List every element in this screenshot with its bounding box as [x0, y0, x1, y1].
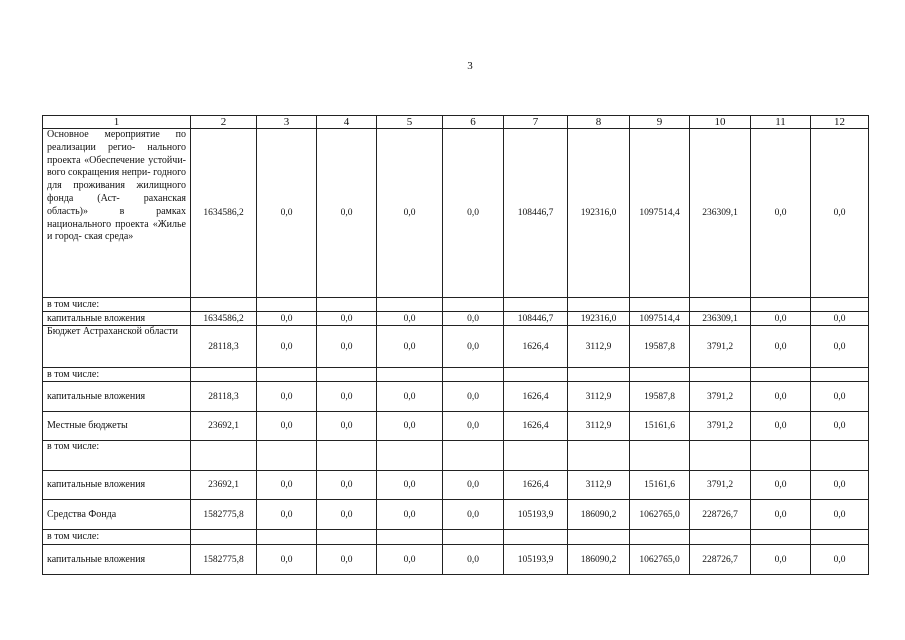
- table-cell: 0,0: [317, 500, 377, 530]
- table-cell: 28118,3: [191, 382, 257, 412]
- table-cell: [377, 298, 443, 312]
- row-label: капитальные вложения: [43, 382, 191, 412]
- table-cell: [257, 530, 317, 545]
- row-label: в том числе:: [43, 298, 191, 312]
- table-cell: 0,0: [257, 129, 317, 298]
- table-cell: 0,0: [377, 471, 443, 500]
- table-cell: 0,0: [377, 129, 443, 298]
- table-cell: 19587,8: [630, 382, 690, 412]
- table-cell: 1097514,4: [630, 129, 690, 298]
- table-cell: [690, 298, 751, 312]
- column-header: 8: [568, 116, 630, 129]
- table-cell: 1582775,8: [191, 545, 257, 575]
- table-cell: 1062765,0: [630, 500, 690, 530]
- table-cell: [751, 298, 811, 312]
- row-label: Основное мероприятие по реализации регио- нального проекта «Обеспечение устойчи- вого сокращения непри- годного для проживания жилищного фонда (Аст- раханская область)» в рамках национального проекта «Жилье и город- ская среда»: [43, 129, 191, 298]
- table-cell: [191, 368, 257, 382]
- table-row: [43, 298, 869, 312]
- table-cell: 19587,8: [630, 326, 690, 368]
- table-cell: [191, 441, 257, 471]
- column-header: 6: [443, 116, 504, 129]
- table-cell: 0,0: [811, 545, 869, 575]
- table-cell: [811, 530, 869, 545]
- table-cell: [690, 530, 751, 545]
- table-cell: 186090,2: [568, 500, 630, 530]
- table-cell: 0,0: [811, 129, 869, 298]
- table-row: [43, 312, 869, 326]
- table-cell: [317, 441, 377, 471]
- table-cell: [191, 298, 257, 312]
- table-cell: 3112,9: [568, 471, 630, 500]
- table-cell: 0,0: [377, 326, 443, 368]
- page-number: 3: [467, 60, 473, 72]
- table-cell: [690, 441, 751, 471]
- table-cell: [443, 298, 504, 312]
- table-cell: [443, 368, 504, 382]
- table-cell: 3791,2: [690, 471, 751, 500]
- table-cell: [317, 368, 377, 382]
- row-label: в том числе:: [43, 441, 191, 471]
- table-cell: 1626,4: [504, 326, 568, 368]
- table-cell: 0,0: [317, 545, 377, 575]
- table-cell: 1582775,8: [191, 500, 257, 530]
- table-cell: 192316,0: [568, 312, 630, 326]
- table-cell: 0,0: [443, 471, 504, 500]
- column-header: 5: [377, 116, 443, 129]
- table-cell: [811, 441, 869, 471]
- table-cell: [317, 530, 377, 545]
- table-cell: 0,0: [257, 382, 317, 412]
- table-cell: 0,0: [443, 412, 504, 441]
- table-row: [43, 441, 869, 471]
- table-cell: [377, 441, 443, 471]
- table-cell: 0,0: [317, 412, 377, 441]
- table-cell: 0,0: [317, 471, 377, 500]
- table-cell: 0,0: [811, 412, 869, 441]
- table-cell: [568, 441, 630, 471]
- table-cell: [317, 298, 377, 312]
- row-label: капитальные вложения: [43, 545, 191, 575]
- table-cell: 23692,1: [191, 412, 257, 441]
- table-cell: 108446,7: [504, 312, 568, 326]
- table-cell: [751, 368, 811, 382]
- table-cell: 0,0: [751, 412, 811, 441]
- table-cell: 0,0: [443, 312, 504, 326]
- column-header: 4: [317, 116, 377, 129]
- table-cell: 23692,1: [191, 471, 257, 500]
- table-cell: 0,0: [257, 500, 317, 530]
- table-cell: 0,0: [811, 312, 869, 326]
- table-row: [43, 326, 869, 368]
- table-row: [43, 382, 869, 412]
- table-cell: [504, 368, 568, 382]
- table-cell: 0,0: [257, 326, 317, 368]
- table-cell: 192316,0: [568, 129, 630, 298]
- table-cell: [257, 441, 317, 471]
- column-header: 12: [811, 116, 869, 129]
- table-cell: 0,0: [377, 412, 443, 441]
- table-cell: 0,0: [317, 382, 377, 412]
- table-cell: [568, 530, 630, 545]
- table-cell: [630, 298, 690, 312]
- funding-table: [42, 115, 869, 575]
- table-cell: 1097514,4: [630, 312, 690, 326]
- table-cell: [443, 530, 504, 545]
- table-cell: 1626,4: [504, 412, 568, 441]
- table-cell: [443, 441, 504, 471]
- table-cell: 0,0: [377, 382, 443, 412]
- table-cell: [811, 368, 869, 382]
- table-cell: [191, 530, 257, 545]
- table-cell: 0,0: [811, 500, 869, 530]
- header-row: [43, 116, 869, 129]
- column-header: 9: [630, 116, 690, 129]
- table-cell: 0,0: [751, 312, 811, 326]
- table-cell: 1634586,2: [191, 129, 257, 298]
- table-cell: 0,0: [317, 312, 377, 326]
- table-cell: 3791,2: [690, 412, 751, 441]
- table-cell: 0,0: [443, 129, 504, 298]
- table-cell: 0,0: [257, 312, 317, 326]
- table-row: [43, 471, 869, 500]
- table-cell: 0,0: [811, 471, 869, 500]
- table-row: [43, 530, 869, 545]
- table-cell: 0,0: [443, 382, 504, 412]
- table-cell: 0,0: [257, 412, 317, 441]
- table-cell: 0,0: [443, 500, 504, 530]
- table-cell: [504, 441, 568, 471]
- table-cell: 3112,9: [568, 382, 630, 412]
- table-row: [43, 412, 869, 441]
- table-cell: [630, 368, 690, 382]
- table-cell: 15161,6: [630, 471, 690, 500]
- table-cell: 236309,1: [690, 129, 751, 298]
- row-label: Местные бюджеты: [43, 412, 191, 441]
- table-cell: [257, 368, 317, 382]
- table-cell: 0,0: [751, 545, 811, 575]
- table-row: [43, 545, 869, 575]
- table-cell: 0,0: [751, 326, 811, 368]
- column-header: 10: [690, 116, 751, 129]
- table-cell: 0,0: [257, 545, 317, 575]
- table-cell: 0,0: [317, 326, 377, 368]
- table-cell: 1626,4: [504, 382, 568, 412]
- table-cell: 0,0: [443, 326, 504, 368]
- table-cell: [751, 530, 811, 545]
- table-cell: 105193,9: [504, 545, 568, 575]
- table-cell: 0,0: [377, 545, 443, 575]
- table-cell: 28118,3: [191, 326, 257, 368]
- table-cell: [630, 441, 690, 471]
- table-row: [43, 129, 869, 298]
- table-cell: 3791,2: [690, 326, 751, 368]
- table-row: [43, 368, 869, 382]
- table-cell: [568, 368, 630, 382]
- table-cell: 0,0: [443, 545, 504, 575]
- table-cell: 0,0: [377, 312, 443, 326]
- table-cell: 15161,6: [630, 412, 690, 441]
- row-label: капитальные вложения: [43, 471, 191, 500]
- table-cell: 1626,4: [504, 471, 568, 500]
- table-cell: 0,0: [377, 500, 443, 530]
- table-cell: 1062765,0: [630, 545, 690, 575]
- table-cell: 105193,9: [504, 500, 568, 530]
- table-cell: [377, 530, 443, 545]
- column-header: 3: [257, 116, 317, 129]
- table-cell: 228726,7: [690, 500, 751, 530]
- column-header: 11: [751, 116, 811, 129]
- table-cell: [630, 530, 690, 545]
- table-row: [43, 500, 869, 530]
- table-cell: [377, 368, 443, 382]
- table-cell: [690, 368, 751, 382]
- table-cell: [568, 298, 630, 312]
- column-header: 1: [43, 116, 191, 129]
- table-cell: 1634586,2: [191, 312, 257, 326]
- table-cell: 0,0: [811, 382, 869, 412]
- row-label: в том числе:: [43, 530, 191, 545]
- table-cell: [257, 298, 317, 312]
- table-cell: 0,0: [317, 129, 377, 298]
- table-cell: [811, 298, 869, 312]
- table-cell: 108446,7: [504, 129, 568, 298]
- table-cell: [504, 298, 568, 312]
- row-label: Бюджет Астраханской области: [43, 326, 191, 368]
- table-cell: 0,0: [751, 129, 811, 298]
- table-cell: 0,0: [751, 471, 811, 500]
- table-cell: [751, 441, 811, 471]
- table-cell: 186090,2: [568, 545, 630, 575]
- table-cell: 236309,1: [690, 312, 751, 326]
- row-label: капитальные вложения: [43, 312, 191, 326]
- row-label: Средства Фонда: [43, 500, 191, 530]
- table-cell: [504, 530, 568, 545]
- column-header: 2: [191, 116, 257, 129]
- column-header: 7: [504, 116, 568, 129]
- row-label: в том числе:: [43, 368, 191, 382]
- table-cell: 3112,9: [568, 326, 630, 368]
- table-cell: 0,0: [811, 326, 869, 368]
- table-cell: 228726,7: [690, 545, 751, 575]
- table-cell: 0,0: [751, 500, 811, 530]
- table-cell: 3112,9: [568, 412, 630, 441]
- table-cell: 0,0: [257, 471, 317, 500]
- table-cell: 0,0: [751, 382, 811, 412]
- table-cell: 3791,2: [690, 382, 751, 412]
